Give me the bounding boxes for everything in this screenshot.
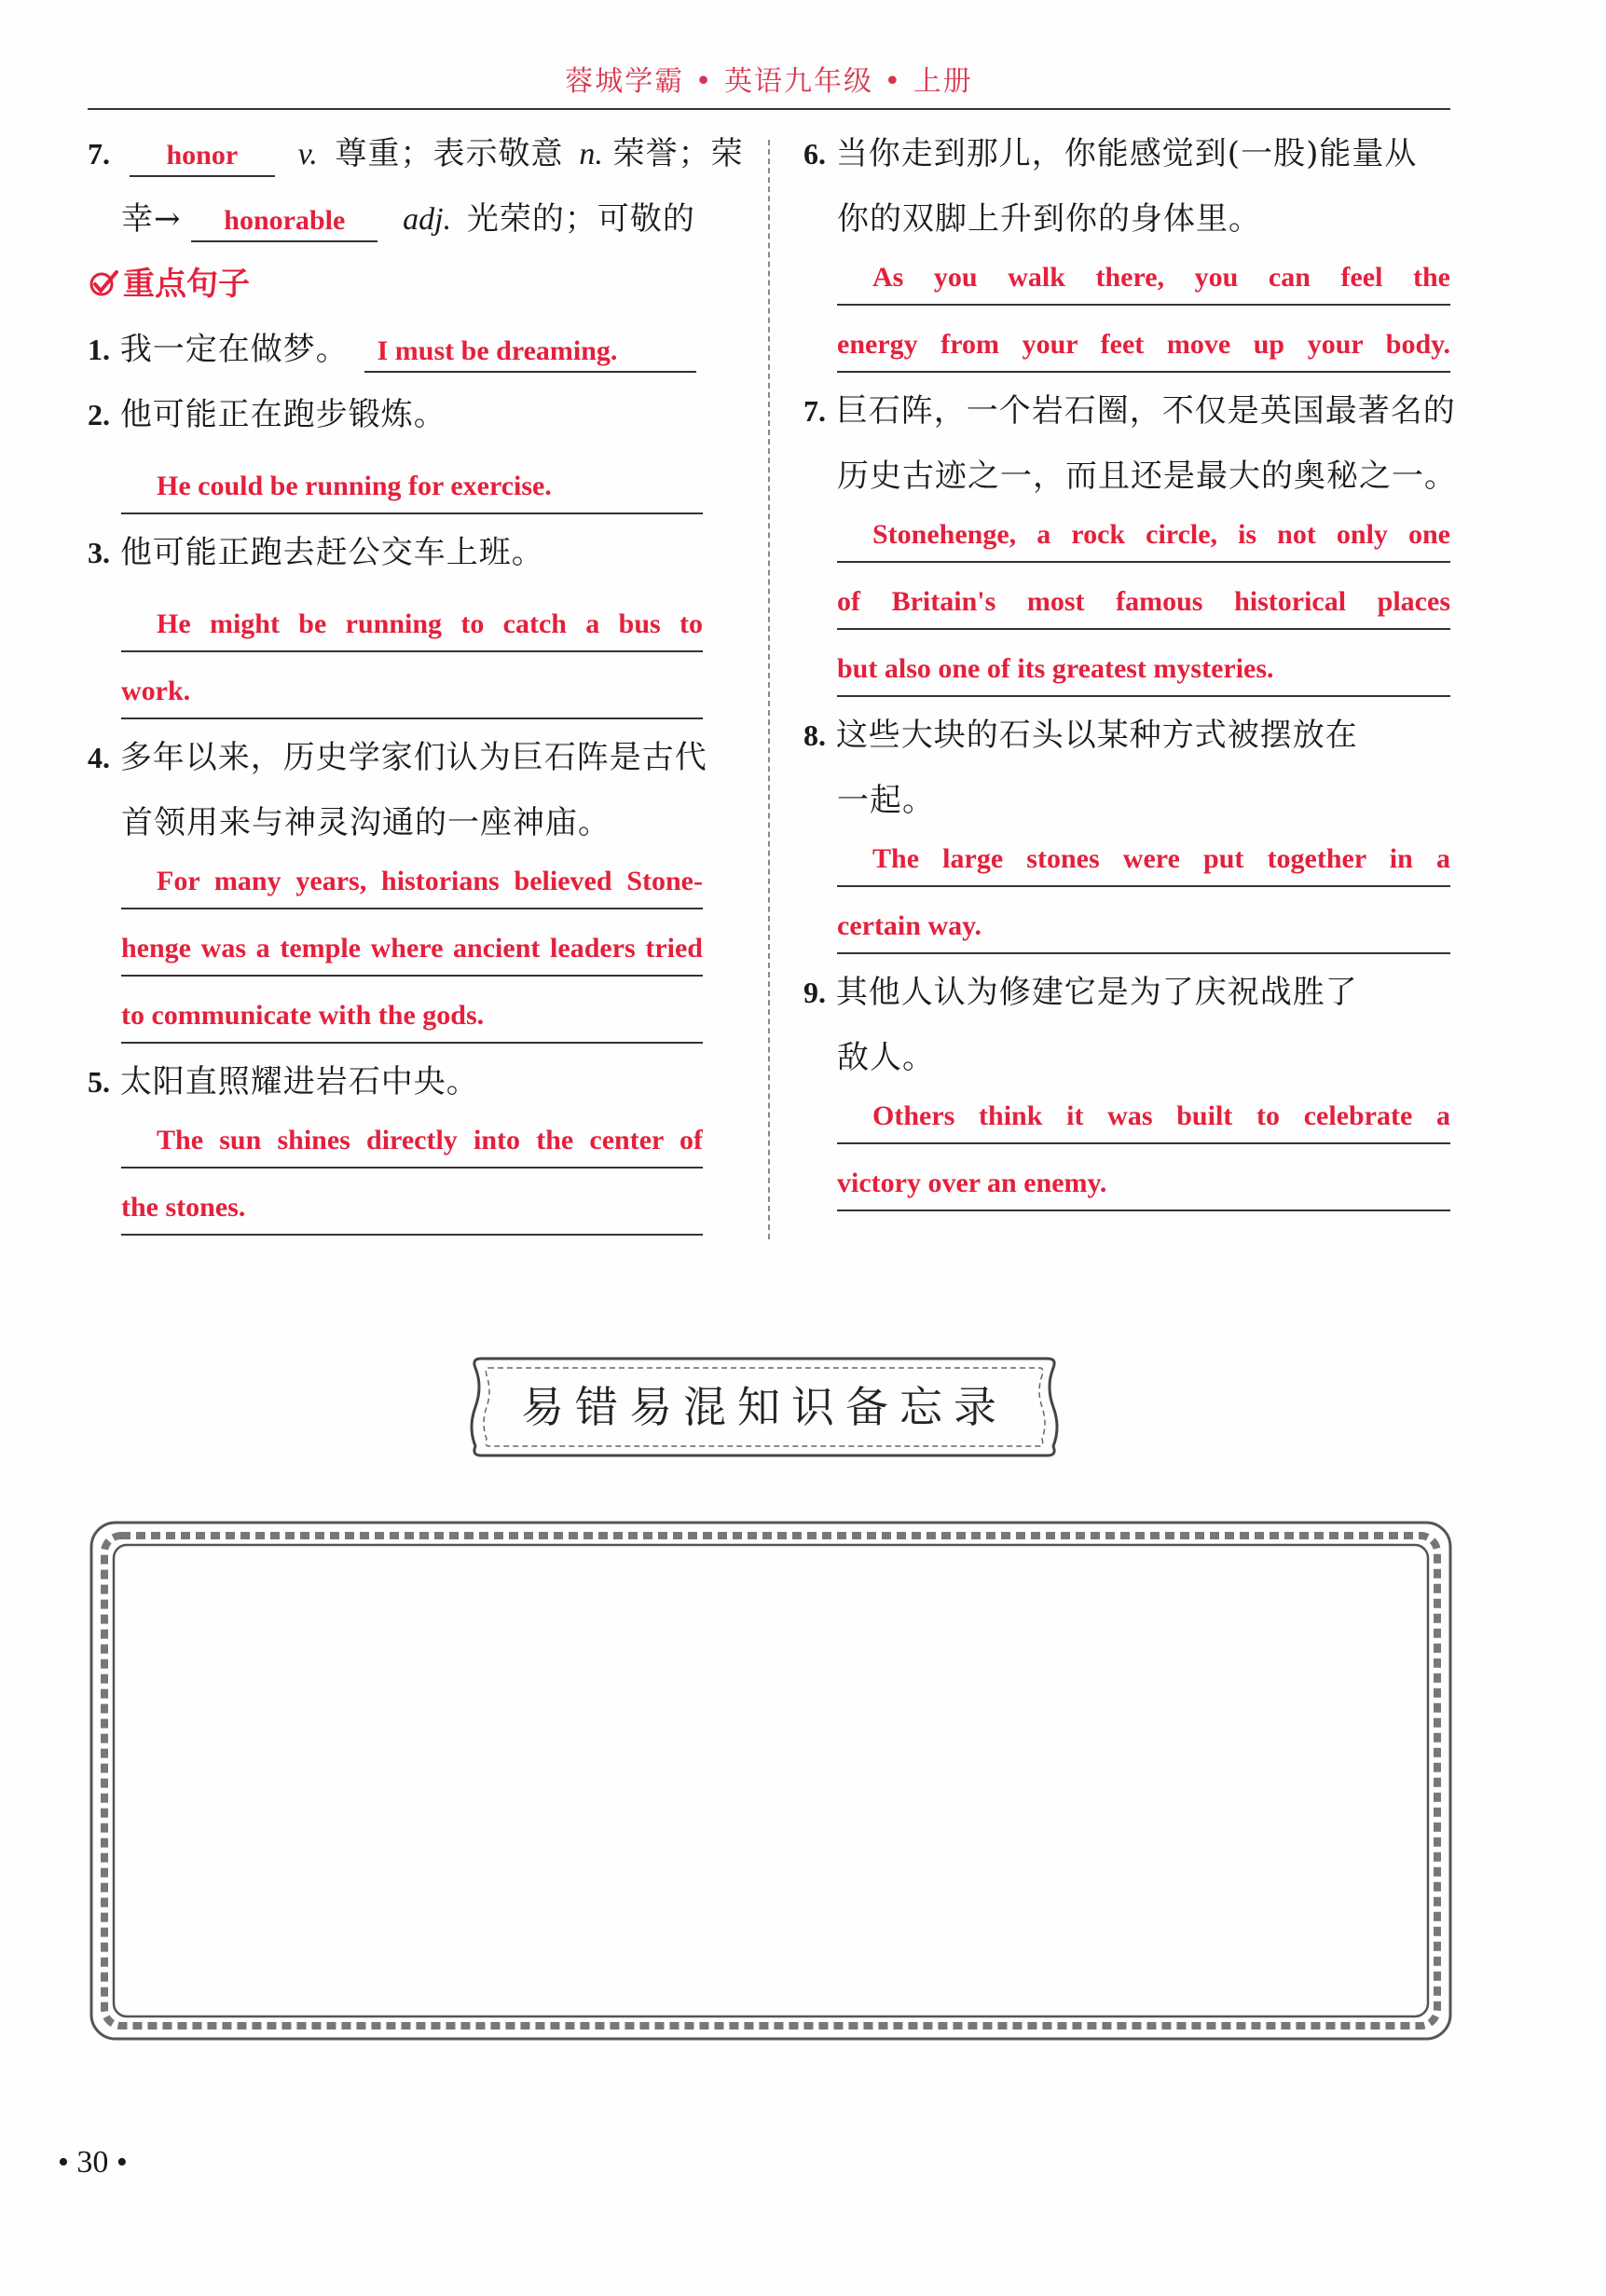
page-number: • 30 • [58,2145,128,2180]
sentence-prompt: 太阳直照耀进岩石中央。 [119,1063,479,1100]
sentence-answer: victory over an enemy. [837,1157,1450,1211]
sentence-answer: Stonehenge, a rock circle, is not only one [837,509,1450,563]
sentence-answer: As you walk there, you can feel the [837,252,1450,306]
section-key-sentences [88,252,703,317]
sentence-5 [88,1049,703,1114]
sentence-answer: Others think it was built to celebrate a [837,1090,1450,1144]
sentence-answer: For many years, historians believed Stone- [121,855,703,909]
sentence-prompt: 巨石阵，一个岩石圈，不仅是英国最著名的 [835,392,1456,430]
vocab-pos-n: n. [579,137,603,171]
vocab-meaning-adj: 光荣的；可敬的 [466,200,695,238]
sentence-prompt-cont: 历史古迹之一，而且还是最大的奥秘之一。 [837,458,1457,495]
sentence-3 [88,520,703,585]
sentence-prompt-cont: 敌人。 [837,1039,935,1076]
decorative-border-icon [86,1517,1456,2044]
vocab-item-number: 7. [88,137,110,171]
memo-title: 易错易混知识备忘录 [521,1382,1008,1432]
vocab-meaning-v: 尊重；表示敬意 [335,135,564,172]
sentence-answer: certain way. [837,900,1450,954]
sentence-answer: He might be running to catch a bus to [121,598,703,652]
sentence-prompt: 这些大块的石头以某种方式被摆放在 [835,717,1358,754]
section-title: 重点句子 [123,266,250,303]
sentence-answer: The sun shines directly into the center of [121,1114,703,1168]
sentence-answer: The large stones were put together in a [837,833,1450,887]
sentence-answer: but also one of its greatest mysteries. [837,643,1450,697]
sentence-4 [88,725,707,790]
sentence-prompt-cont: 你的双脚上升到你的身体里。 [837,200,1261,238]
sentence-number: 5. [88,1065,110,1099]
sentence-number: 2. [88,398,110,431]
sentence-prompt: 我一定在做梦。 [119,331,349,368]
memo-banner [468,1349,1061,1465]
vocab-answer-honor: honor [130,136,275,177]
vocab-answer-honorable: honorable [191,201,377,242]
left-column [88,121,744,1236]
sentence-6 [803,121,1450,186]
sentence-prompt: 多年以来，历史学家们认为巨石阵是古代 [119,739,707,776]
header-title: 蓉城学霸 • 英语九年级 • 上册 [565,65,973,98]
sentence-prompt: 他可能正跑去赶公交车上班。 [119,534,544,571]
sentence-prompt: 其他人认为修建它是为了庆祝战胜了 [835,974,1358,1011]
sentence-number: 8. [803,718,826,752]
sentence-prompt-cont: 一起。 [837,782,935,819]
sentence-number: 3. [88,536,110,569]
page-header [88,52,1450,110]
vocab-meaning-n-cont: 幸→ [121,200,182,238]
sentence-answer: to communicate with the gods. [121,990,703,1044]
check-icon [88,266,119,298]
sentence-answer: work. [121,665,703,719]
sentence-number: 6. [803,137,826,171]
sentence-number: 9. [803,976,826,1009]
vocab-item-line-2 [121,186,703,252]
sentence-1 [88,317,703,382]
vocab-pos-v: v. [297,137,318,171]
sentence-8 [803,703,1450,768]
sentence-prompt: 他可能正在跑步锻炼。 [119,396,446,433]
sentence-answer: I must be dreaming. [364,332,696,373]
sentence-number: 1. [88,333,110,366]
right-column [803,121,1457,1211]
memo-box [86,1517,1456,2044]
sentence-9 [803,960,1450,1025]
sentence-answer: the stones. [121,1182,703,1236]
sentence-answer: of Britain's most famous historical places [837,576,1450,630]
sentence-answer: henge was a temple where ancient leaders tried [121,922,703,977]
sentence-number: 4. [88,741,110,774]
sentence-answer: energy from your feet move up your body. [837,319,1450,373]
sentence-7 [803,378,1456,444]
sentence-prompt: 当你走到那儿，你能感觉到(一股)能量从 [835,135,1418,172]
vocab-item-line-1 [88,121,744,186]
sentence-number: 7. [803,394,826,428]
vocab-meaning-n: 荣誉；荣 [612,135,744,172]
vocab-pos-adj: adj. [403,202,452,237]
sentence-prompt-cont: 首领用来与神灵沟通的一座神庙。 [121,804,611,841]
sentence-2 [88,382,703,447]
column-divider [768,140,770,1239]
sentence-answer: He could be running for exercise. [121,460,703,514]
